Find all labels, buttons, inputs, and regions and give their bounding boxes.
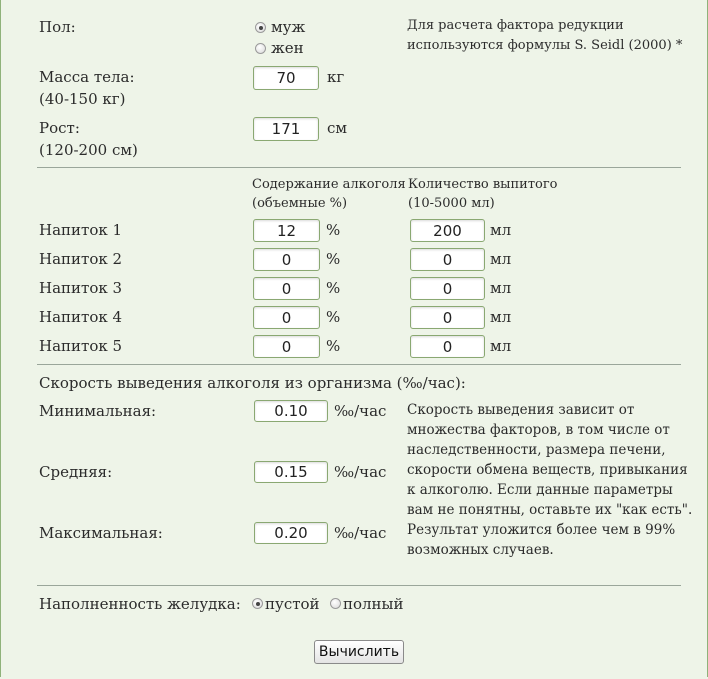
calculate-button[interactable]: Вычислить <box>314 640 404 664</box>
gender-female-radio[interactable] <box>255 43 266 54</box>
divider <box>37 364 681 365</box>
elimination-note <box>407 400 697 560</box>
drink-amount-input[interactable] <box>410 335 485 358</box>
drink-label: Напиток 2 <box>39 250 123 268</box>
stomach-empty-label[interactable]: пустой <box>265 595 320 613</box>
gender-male-label[interactable]: муж <box>271 18 306 36</box>
mass-input[interactable] <box>253 66 319 90</box>
drink-percent-input[interactable] <box>253 248 320 271</box>
drink-label: Напиток 3 <box>39 279 123 297</box>
drink-label: Напиток 5 <box>39 337 123 355</box>
alcohol-header-line1: Содержание алкоголя <box>252 177 406 192</box>
amount-unit: мл <box>490 221 512 239</box>
stomach-full-label[interactable]: полный <box>343 595 404 613</box>
amount-unit: мл <box>490 337 512 355</box>
percent-unit: % <box>326 308 341 326</box>
drink-percent-input[interactable] <box>253 306 320 329</box>
gender-label: Пол: <box>39 18 76 36</box>
alcohol-header-line2: (объемные %) <box>252 196 348 211</box>
divider <box>37 167 681 168</box>
percent-unit: % <box>326 337 341 355</box>
rate-min-input[interactable] <box>254 400 328 422</box>
amount-unit: мл <box>490 308 512 326</box>
height-unit: см <box>327 119 348 137</box>
drink-percent-input[interactable] <box>253 335 320 358</box>
rate-unit: ‰/час <box>334 402 387 420</box>
drink-percent-input[interactable] <box>253 277 320 300</box>
mass-label: Масса тела: <box>39 68 135 86</box>
note-line: к алкоголю. Если данные параметры <box>407 482 673 498</box>
divider <box>37 585 681 586</box>
note-line: скорости обмена веществ, привыкания <box>407 462 688 478</box>
amount-header-line1: Количество выпитого <box>408 177 558 192</box>
stomach-empty-radio[interactable] <box>252 598 263 609</box>
percent-unit: % <box>326 221 341 239</box>
height-input[interactable] <box>253 117 319 141</box>
mass-unit: кг <box>327 68 345 86</box>
note-line: наследственности, размера печени, <box>407 442 666 458</box>
height-label: Рост: <box>39 119 80 137</box>
formula-note-line1: Для расчета фактора редукции <box>407 18 624 33</box>
rate-unit: ‰/час <box>334 524 387 542</box>
note-line: вам не понятны, оставьте их "как есть". <box>407 502 693 518</box>
percent-unit: % <box>326 279 341 297</box>
gender-female-label[interactable]: жен <box>271 39 304 57</box>
amount-unit: мл <box>490 279 512 297</box>
note-line: Результат уложится более чем в 99% <box>407 522 676 538</box>
rate-max-input[interactable] <box>254 522 328 544</box>
drink-percent-input[interactable] <box>253 219 320 242</box>
note-line: возможных случаев. <box>407 542 554 558</box>
rate-min-label: Минимальная: <box>39 402 157 420</box>
amount-unit: мл <box>490 250 512 268</box>
height-range: (120-200 см) <box>39 141 138 159</box>
rate-avg-input[interactable] <box>254 461 328 483</box>
rate-unit: ‰/час <box>334 463 387 481</box>
note-line: множества факторов, в том числе от <box>407 422 670 438</box>
elimination-title: Скорость выведения алкоголя из организма (‰/час): <box>39 374 466 392</box>
rate-max-label: Максимальная: <box>39 524 163 542</box>
stomach-full-radio[interactable] <box>330 598 341 609</box>
rate-avg-label: Средняя: <box>39 463 113 481</box>
formula-note-line2: используются формулы S. Seidl (2000) * <box>407 38 683 53</box>
drink-amount-input[interactable] <box>410 306 485 329</box>
drink-amount-input[interactable] <box>410 277 485 300</box>
note-line: Скорость выведения зависит от <box>407 402 635 418</box>
drink-label: Напиток 4 <box>39 308 123 326</box>
stomach-label: Наполненность желудка: <box>39 595 241 613</box>
gender-male-radio[interactable] <box>255 22 266 33</box>
percent-unit: % <box>326 250 341 268</box>
drink-amount-input[interactable] <box>410 219 485 242</box>
mass-range: (40-150 кг) <box>39 90 126 108</box>
amount-header-line2: (10-5000 мл) <box>408 196 495 211</box>
drink-label: Напиток 1 <box>39 221 123 239</box>
drink-amount-input[interactable] <box>410 248 485 271</box>
